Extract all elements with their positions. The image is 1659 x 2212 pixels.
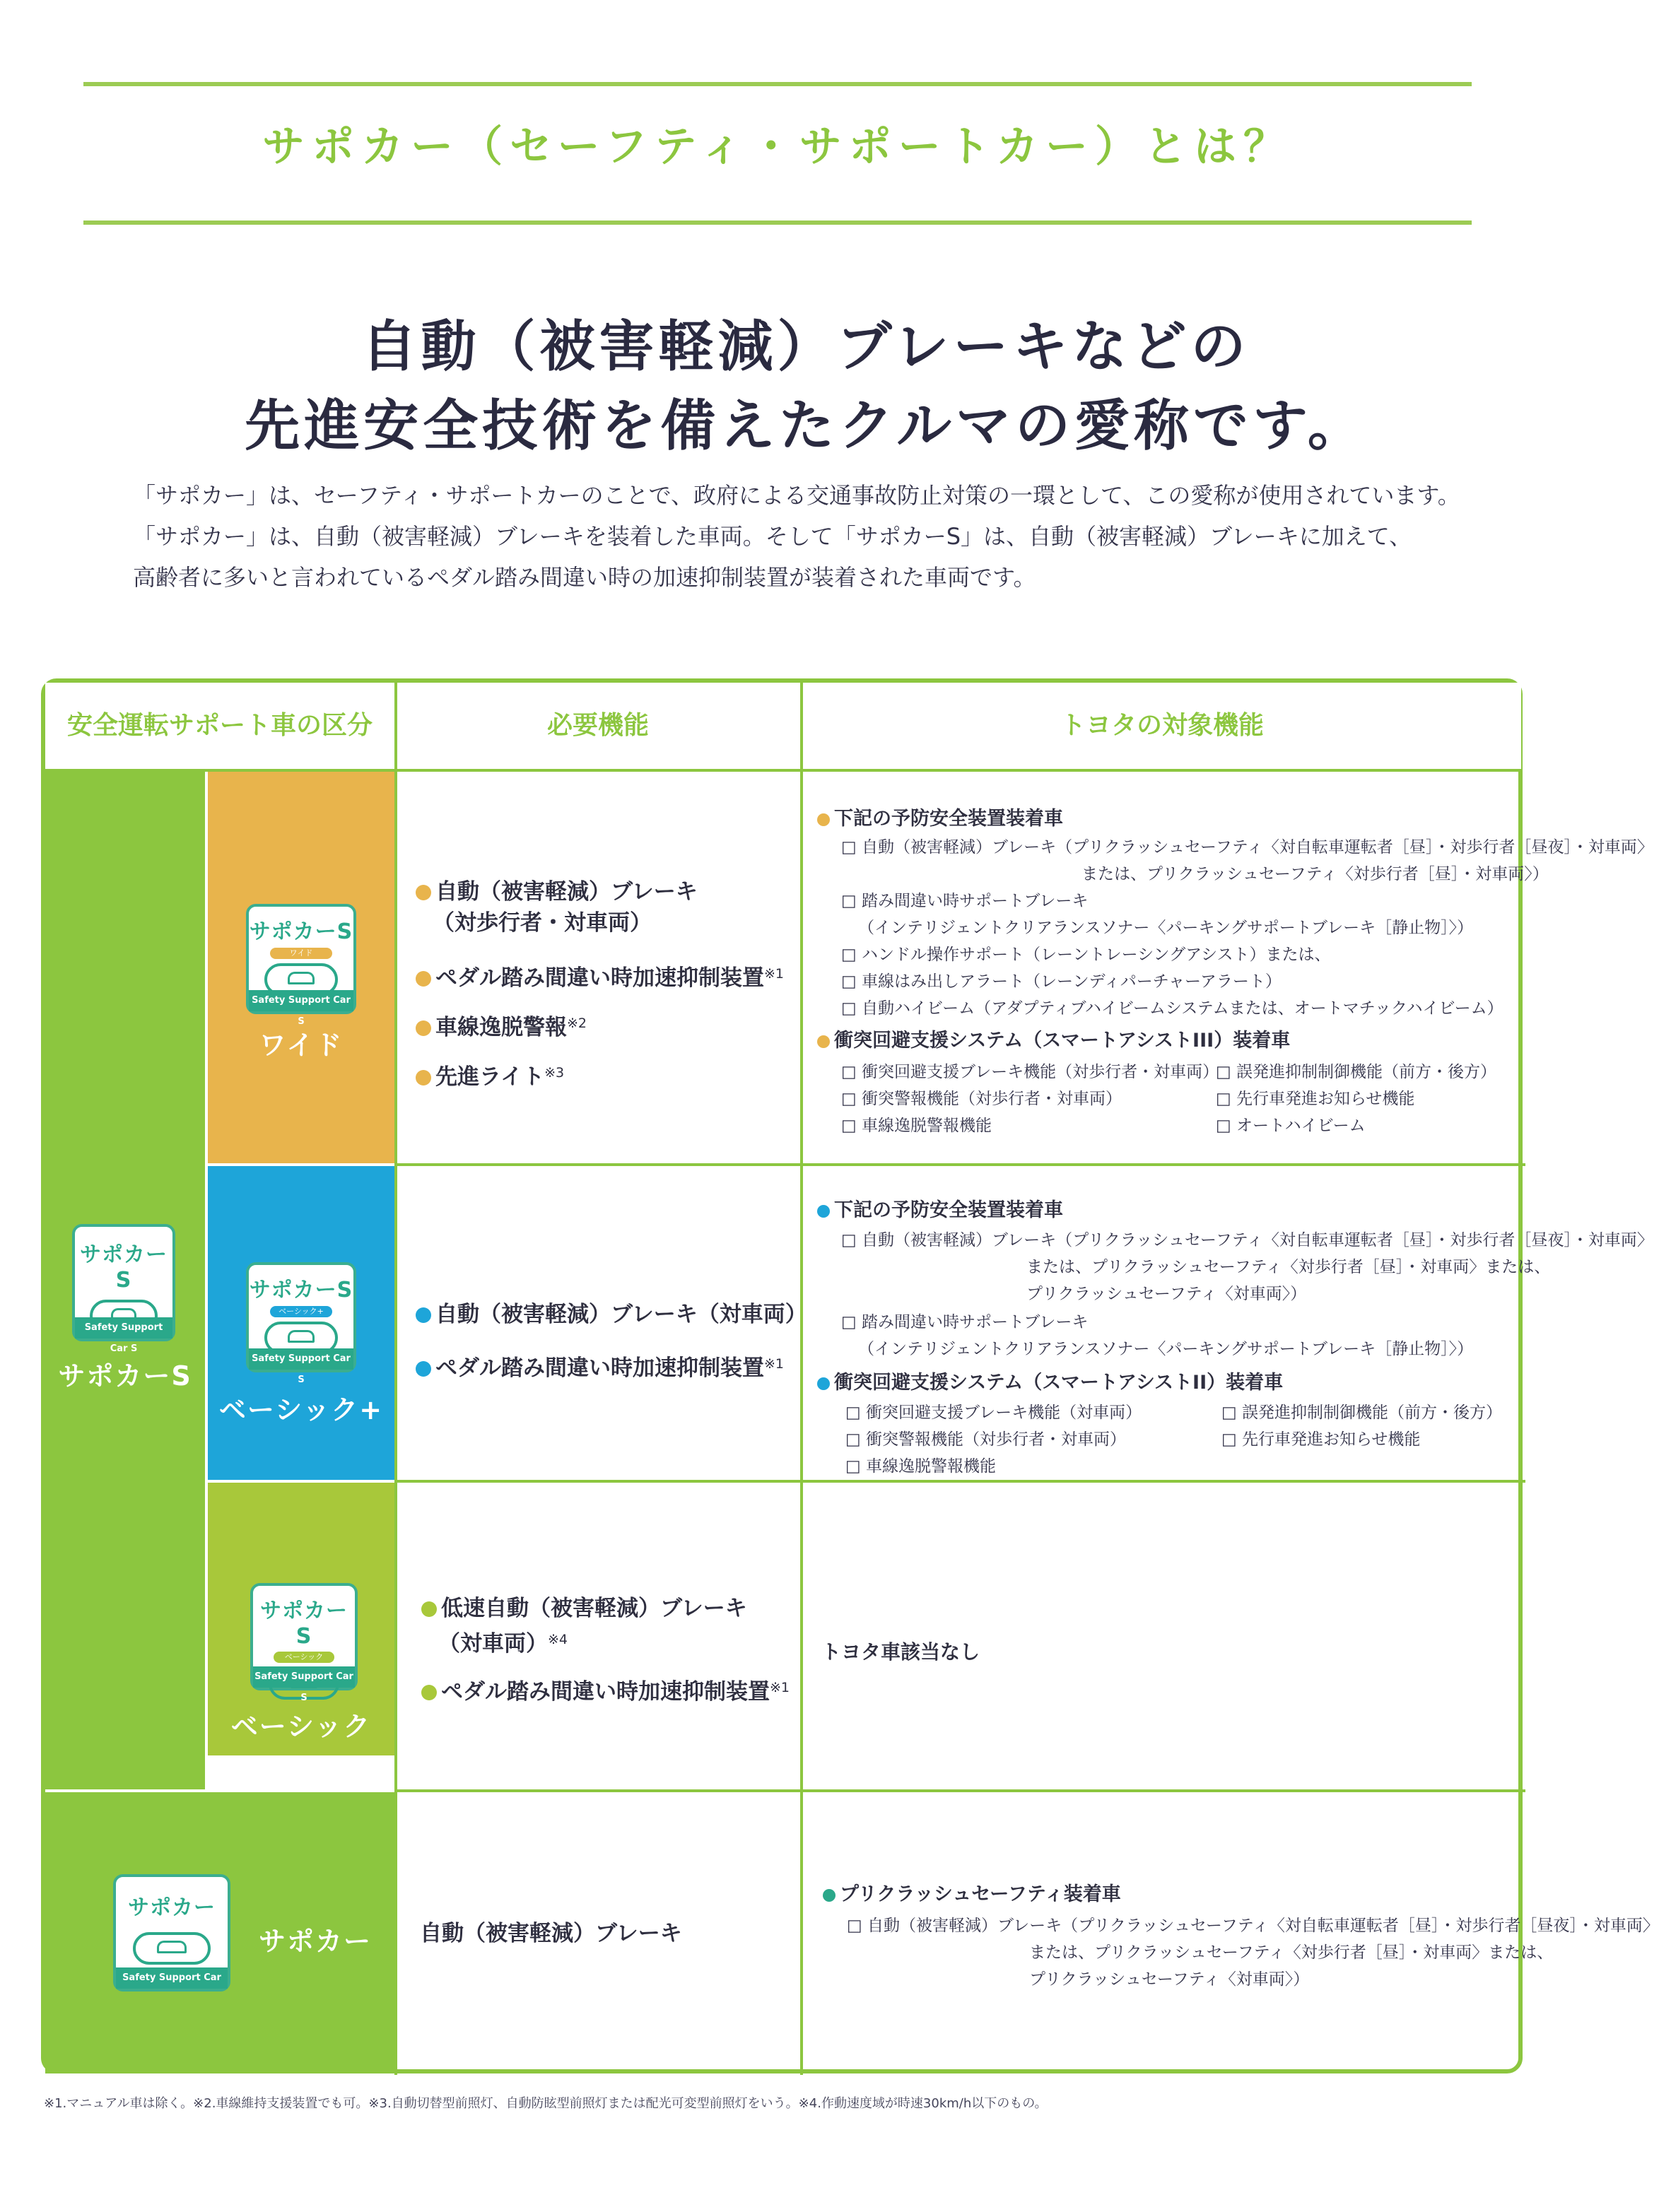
feat-wide-line: □ 車線逸脱警報機能 [841,1117,992,1135]
car-icon [133,1932,211,1965]
badge-sapo [113,1874,230,1992]
badge-sapo-footer: Safety Support Car [116,1967,228,1989]
bullet-icon [416,971,431,987]
feat-sapo-line: プリクラッシュセーフティ〈対車両〉） [1029,1970,1310,1989]
tier-label-basic: ベーシック [230,1711,372,1742]
feat-wide-line: □ 自動ハイビーム（アダプティブハイビームシステムまたは、オートマチックハイビーム） [841,999,1503,1018]
intro-line-2: 「サポカー」は、自動（被害軽減）ブレーキを装着した車両。そして「サポカーS」は、自動（被害軽減）ブレーキに加えて、 [133,523,1412,550]
badge-basic-sub: ベーシック [274,1652,334,1663]
badge-wide-footer: Safety Support Car S [249,990,353,1011]
col-divider-1 [394,683,397,2075]
group-label-sapos: サポカーS [58,1360,192,1392]
bullet-icon [416,1307,431,1323]
badge-saposs-title: サポカーS [80,1242,168,1293]
bullet-icon [416,885,431,900]
footnote: ※1.マニュアル車は除く。※2.車線維持支援装置でも可。※3.自動切替型前照灯、自動防眩型前照灯または配光可変型前照灯をいう。※4.作動速度域が時速30km/h以下のもの。 [44,2096,1048,2111]
req-wide-1-cont: （対歩行者・対車両） [433,910,652,936]
feat-sapo-head: プリクラッシュセーフティ装着車 [823,1881,1121,1908]
classification-table [41,678,1659,2073]
feat-wide-head-1: 下記の予防安全装置装着車 [817,806,1063,833]
req-basic-1: 低速自動（被害軽減）ブレーキ [421,1594,747,1623]
bullet-icon [416,1361,431,1377]
bullet-icon [817,813,830,826]
feat-sapo-line: または、プリクラッシュセーフティ〈対歩行者［昼］・対車両〉または、 [1029,1943,1554,1962]
feat-wide-line: □ ハンドル操作サポート（レーントレーシングアシスト）または、 [841,946,1331,964]
feat-basic-plus-line: □ 誤発進抑制制御機能（前方・後方） [1221,1404,1503,1422]
feat-wide-line: □ 衝突警報機能（対歩行者・対車両） [841,1090,1122,1108]
badge-basic-plus [246,1262,356,1385]
feat-basic-plus-line: □ 踏み間違い時サポートブレーキ [841,1313,1089,1331]
req-basic-2: ペダル踏み間違い時加速抑制装置$^{※1}$ [421,1673,790,1706]
feat-basic-plus-line: □ 衝突回避支援ブレーキ機能（対車両） [845,1404,1142,1422]
badge-wide-title: サポカーS [249,919,353,944]
feat-wide-line: □ 先行車発進お知らせ機能 [1216,1090,1415,1108]
header-toyota: トヨタの対象機能 [803,683,1521,769]
row-divider-1 [394,1163,1525,1166]
row-divider-2 [394,1480,1525,1483]
req-basic-1-cont: （対車両）$^{※4}$ [438,1631,568,1657]
bullet-icon [421,1601,437,1617]
feat-wide-line: （インテリジェントクリアランスソナー〈パーキングサポートブレーキ［静止物］〉） [858,919,1474,937]
badge-basic-plus-sub: ベーシック+ [270,1306,333,1317]
badge-basic-footer: Safety Support Car S [253,1666,355,1688]
feat-basic-plus-line: プリクラッシュセーフティ〈対車両〉） [1026,1285,1307,1303]
feat-wide-line: または、プリクラッシュセーフティ〈対歩行者［昼］・対車両〉） [1081,865,1549,883]
feat-basic-plus-line: （インテリジェントクリアランスソナー〈パーキングサポートブレーキ［静止物］〉） [858,1340,1474,1358]
toyota-none: トヨタ車該当なし [821,1640,980,1664]
col-divider-2 [800,683,803,2075]
intro-line-3: 高齢者に多いと言われているペダル踏み間違い時の加速抑制装置が装着された車両です。 [133,564,1036,591]
row-divider-3-left [45,1789,394,1792]
headline-line-1: 自動（被害軽減）ブレーキなどの [361,315,1250,379]
req-basic-plus-2: ペダル踏み間違い時加速抑制装置$^{※1}$ [416,1350,784,1382]
feat-wide-head-2: 衝突回避支援システム（スマートアシストIII）装着車 [817,1028,1290,1054]
badge-wide [246,904,356,1027]
feat-wide-line: □ 踏み間違い時サポートブレーキ [841,892,1089,910]
feat-wide-line: □ 衝突回避支援ブレーキ機能（対歩行者・対車両） [841,1063,1219,1081]
req-wide-4: 先進ライト$^{※3}$ [416,1059,564,1091]
top-rule [83,82,1472,86]
feat-wide-line: □ 誤発進抑制制御機能（前方・後方） [1216,1063,1497,1081]
feat-basic-plus-head-1: 下記の予防安全装置装着車 [817,1197,1063,1224]
badge-basic-title: サポカーS [260,1599,348,1649]
feat-basic-plus-line: □ 衝突警報機能（対歩行者・対車両） [845,1430,1127,1449]
badge-wide-sub: ワイド [270,948,333,959]
bullet-icon [817,1377,830,1390]
tier-label-wide: ワイド [259,1030,344,1061]
feat-sapo-line: □ 自動（被害軽減）ブレーキ（プリクラッシュセーフティ〈対自転車運転者［昼］・対歩行者［昼夜］・対車両〉 [847,1917,1659,1935]
feat-wide-line: □ オートハイビーム [1216,1117,1366,1135]
tier-label-sapo: サポカー [258,1926,372,1957]
req-wide-1: 自動（被害軽減）ブレーキ [416,878,698,906]
bullet-icon [416,1020,431,1036]
bottom-rule [83,220,1472,225]
bullet-icon [416,1070,431,1086]
feat-wide-line: □ 自動（被害軽減）ブレーキ（プリクラッシュセーフティ〈対自転車運転者［昼］・対歩行者［昼夜］・対車両〉 [841,838,1653,857]
badge-saposs-footer: Safety Support Car S [75,1317,172,1339]
feat-basic-plus-line: □ 車線逸脱警報機能 [845,1457,997,1476]
header-category: 安全運転サポート車の区分 [45,683,394,769]
bullet-icon [421,1685,437,1700]
badge-basic-plus-footer: Safety Support Car S [249,1348,353,1370]
feat-basic-plus-line: または、プリクラッシュセーフティ〈対歩行者［昼］・対車両〉または、 [1026,1258,1551,1276]
bullet-icon [817,1205,830,1218]
feat-basic-plus-line: □ 自動（被害軽減）ブレーキ（プリクラッシュセーフティ〈対自転車運転者［昼］・対歩行者［昼夜］・対車両〉 [841,1231,1653,1249]
section-title: サポカー（セーフティ・サポートカー）とは？ [262,122,1293,172]
feat-wide-line: □ 車線はみ出しアラート（レーンディパーチャーアラート） [841,972,1282,991]
req-wide-3: 車線逸脱警報$^{※2}$ [416,1009,587,1042]
badge-saposs [72,1224,175,1354]
badge-basic-plus-title: サポカーS [249,1278,353,1302]
req-sapo-1: 自動（被害軽減）ブレーキ [420,1921,682,1946]
bullet-icon [817,1035,830,1048]
headline-line-2: 先進安全技術を備えたクルマの愛称です。 [245,394,1367,458]
req-basic-plus-1: 自動（被害軽減）ブレーキ（対車両） [416,1300,807,1329]
row-divider-3 [394,1789,1525,1792]
tier-label-basic-plus: ベーシック+ [218,1394,384,1425]
header-required: 必要機能 [397,683,799,769]
bullet-icon [823,1889,836,1902]
intro-line-1: 「サポカー」は、セーフティ・サポートカーのことで、政府による交通事故防止対策の一環として、この愛称が使用されています。 [133,482,1460,509]
badge-basic [250,1583,358,1703]
feat-basic-plus-head-2: 衝突回避支援システム（スマートアシストII）装着車 [817,1370,1283,1396]
feat-basic-plus-line: □ 先行車発進お知らせ機能 [1221,1430,1421,1449]
badge-sapo-title: サポカー [128,1895,216,1920]
req-wide-2: ペダル踏み間違い時加速抑制装置$^{※1}$ [416,960,784,992]
